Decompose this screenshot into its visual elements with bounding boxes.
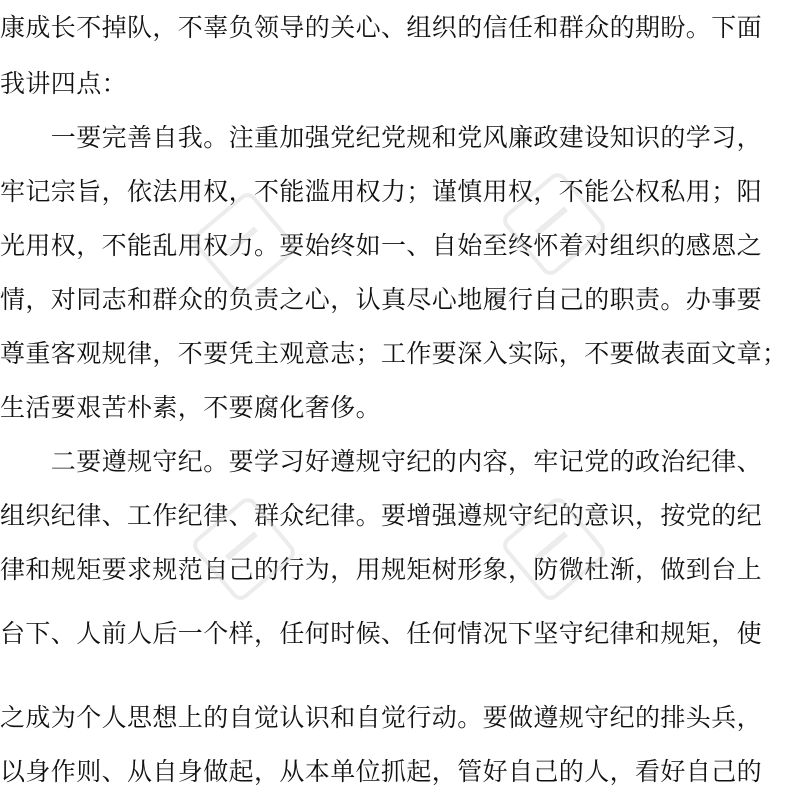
text-line: 尊重客观规律，不要凭主观意志；工作要深入实际，不要做表面文章； <box>0 339 788 368</box>
text-line: 生活要艰苦朴素，不要腐化奢侈。 <box>0 393 382 422</box>
text-line: 一要完善自我。注重加强党纪党规和党风廉政建设知识的学习， <box>0 123 763 152</box>
text-line: 台下、人前人后一个样，任何时候、任何情况下坚守纪律和规矩，使 <box>0 619 763 648</box>
text-line: 组织纪律、工作纪律、群众纪律。要增强遵规守纪的意识，按党的纪 <box>0 501 763 530</box>
text-line: 以身作则、从自身做起，从本单位抓起，管好自己的人，看好自己的 <box>0 757 763 786</box>
text-line: 我讲四点： <box>0 69 128 98</box>
text-line: 情，对同志和群众的负责之心，认真尽心地履行自己的职责。办事要 <box>0 285 763 314</box>
text-line: 光用权，不能乱用权力。要始终如一、自始至终怀着对组织的感恩之 <box>0 231 763 260</box>
text-line: 牢记宗旨，依法用权，不能滥用权力；谨慎用权，不能公权私用；阳 <box>0 177 763 206</box>
text-line: 律和规矩要求规范自己的行为，用规矩树形象，防微杜渐，做到台上 <box>0 555 763 584</box>
text-line: 二要遵规守纪。要学习好遵规守纪的内容，牢记党的政治纪律、 <box>0 447 763 476</box>
text-line: 康成长不掉队，不辜负领导的关心、组织的信任和群众的期盼。下面 <box>0 13 763 42</box>
text-line: 之成为个人思想上的自觉认识和自觉行动。要做遵规守纪的排头兵， <box>0 703 763 732</box>
